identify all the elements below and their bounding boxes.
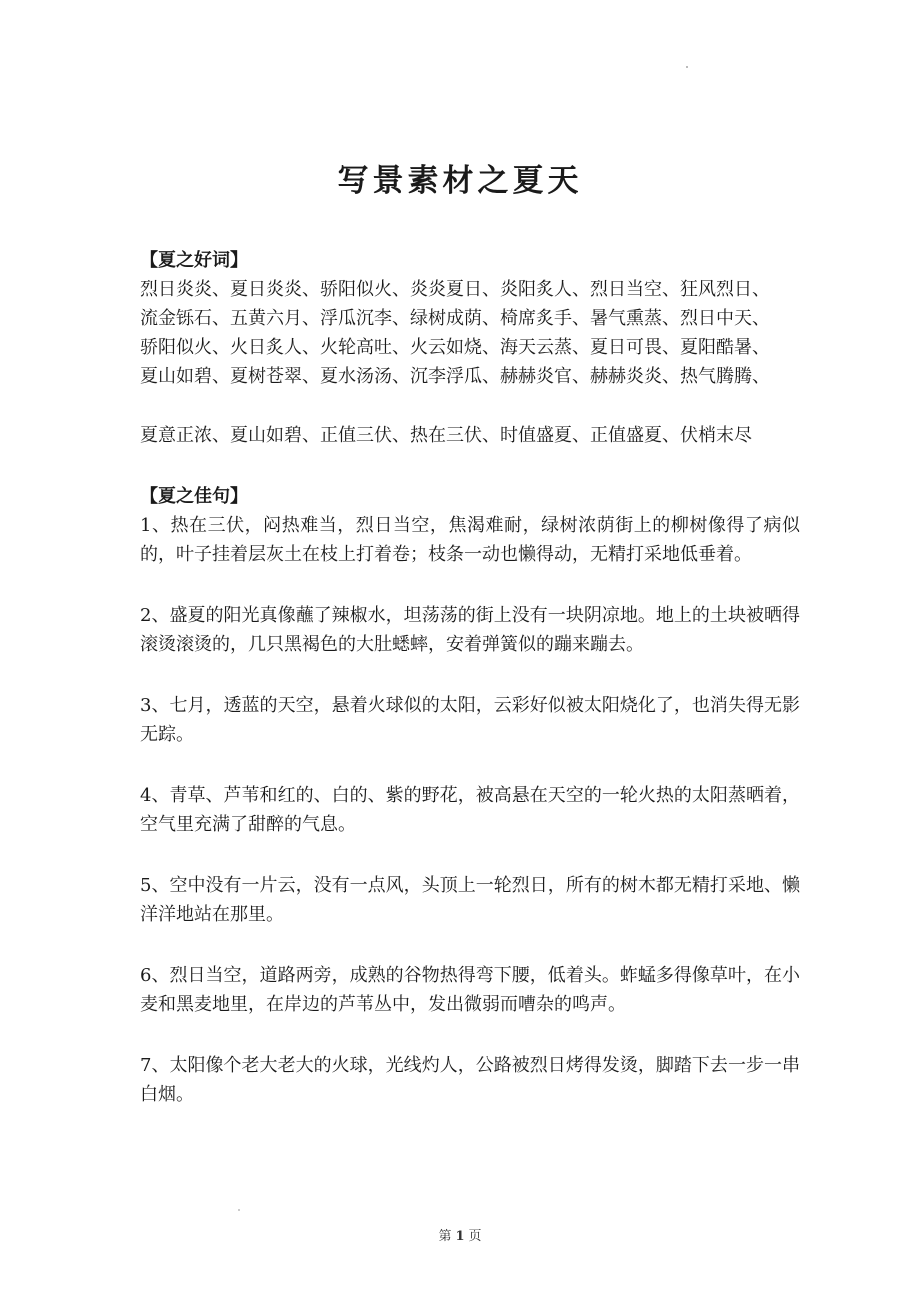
sentence-item: 5、空中没有一片云，没有一点风，头顶上一轮烈日，所有的树木都无精打采地、懒洋洋地站在那里。 bbox=[140, 875, 800, 925]
words-line: 夏山如碧、夏树苍翠、夏水汤汤、沉李浮瓜、赫赫炎官、赫赫炎炎、热气腾腾、 bbox=[140, 366, 770, 387]
words-line: 流金铄石、五黄六月、浮瓜沉李、绿树成荫、椅席炙手、暑气熏蒸、烈日中天、 bbox=[140, 308, 770, 329]
page-footer bbox=[0, 1228, 920, 1246]
page-number: 1 bbox=[455, 1229, 465, 1244]
words-line: 烈日炎炎、夏日炎炎、骄阳似火、炎炎夏日、炎阳炙人、烈日当空、狂风烈日、 bbox=[140, 279, 770, 300]
sentences-heading: 【夏之佳句】 bbox=[140, 486, 248, 507]
sentence-item: 7、太阳像个老大老大的火球，光线灼人，公路被烈日烤得发烫，脚踏下去一步一串白烟。 bbox=[140, 1055, 800, 1105]
page-title: 写景素材之夏天 bbox=[337, 162, 583, 199]
document-body bbox=[140, 246, 800, 1141]
sentence-item: 3、七月，透蓝的天空，悬着火球似的太阳，云彩好似被太阳烧化了，也消失得无影无踪。 bbox=[140, 695, 800, 745]
sentences-list bbox=[140, 511, 800, 1109]
footer-suffix: 页 bbox=[468, 1229, 482, 1244]
scan-dot bbox=[686, 66, 688, 68]
footer-prefix: 第 bbox=[438, 1229, 452, 1244]
sentence-item: 1、热在三伏，闷热难当，烈日当空，焦渴难耐，绿树浓荫街上的柳树像得了病似的，叶子挂着层灰土在枝上打着卷；枝条一动也懒得动，无精打采地低垂着。 bbox=[140, 515, 800, 565]
sentence-item: 6、烈日当空，道路两旁，成熟的谷物热得弯下腰，低着头。蚱蜢多得像草叶，在小麦和黑麦地里，在岸边的芦苇丛中，发出微弱而嘈杂的鸣声。 bbox=[140, 965, 800, 1015]
sentence-item: 4、青草、芦苇和红的、白的、紫的野花，被高悬在天空的一轮火热的太阳蒸晒着，空气里充满了甜醉的气息。 bbox=[140, 785, 800, 835]
words-line: 骄阳似火、火日炙人、火轮高吐、火云如烧、海天云蒸、夏日可畏、夏阳酷暑、 bbox=[140, 337, 770, 358]
words-heading: 【夏之好词】 bbox=[140, 250, 248, 271]
words-list bbox=[140, 275, 800, 450]
sentence-item: 2、盛夏的阳光真像蘸了辣椒水，坦荡荡的街上没有一块阴凉地。地上的土块被晒得滚烫滚烫的，几只黑褐色的大肚蟋蟀，安着弹簧似的蹦来蹦去。 bbox=[140, 605, 800, 655]
words-line-extra: 夏意正浓、夏山如碧、正值三伏、热在三伏、时值盛夏、正值盛夏、伏梢末尽 bbox=[140, 425, 752, 446]
scan-dot bbox=[238, 1209, 240, 1211]
